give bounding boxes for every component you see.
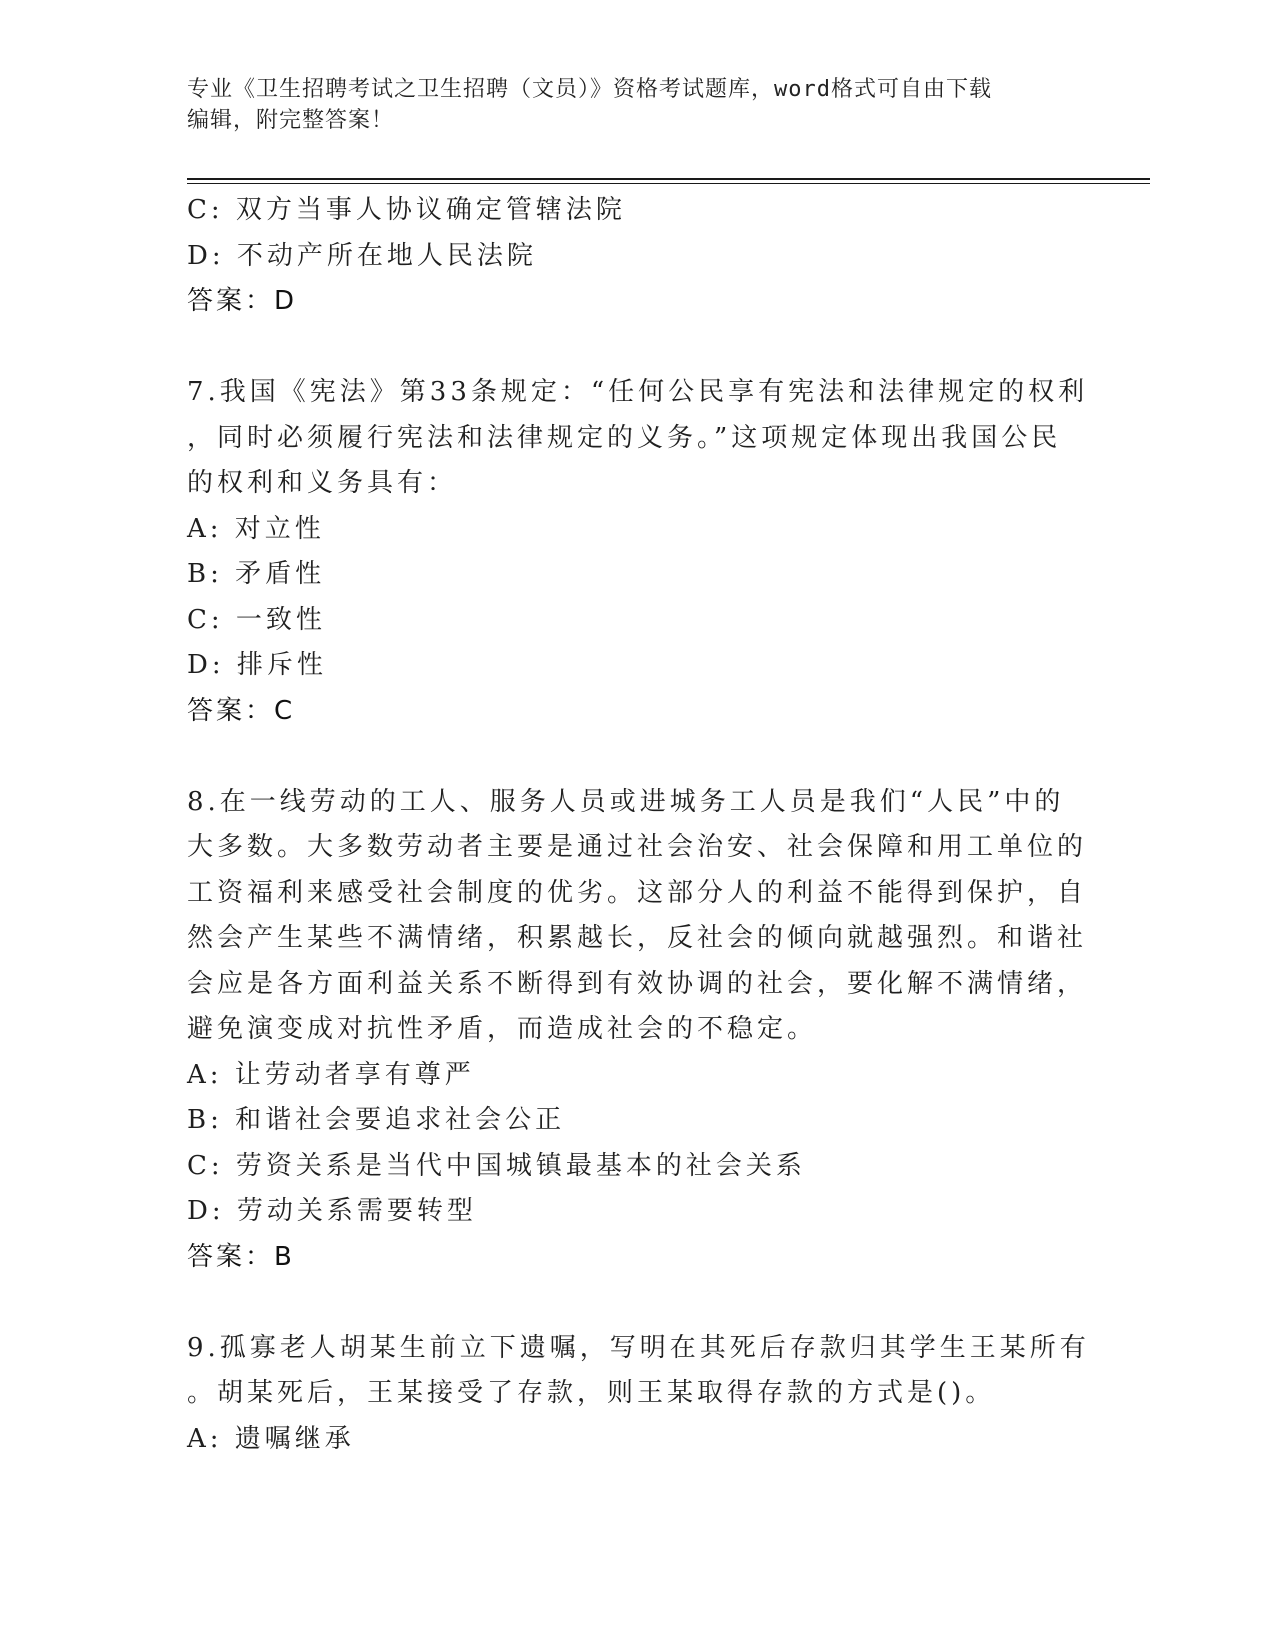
question-line: D: 劳动关系需要转型: [187, 1196, 477, 1226]
answer-line: 答案：D: [187, 286, 298, 316]
block-spacer: [187, 325, 1067, 371]
header-line-2: 编辑，附完整答案！: [187, 108, 395, 133]
question-list: [187, 188, 1090, 1462]
question-line: 工资福利来感受社会制度的优劣。这部分人的利益不能得到保护，自: [187, 877, 1088, 908]
question-line: B: 矛盾性: [187, 559, 326, 589]
header-divider-thick: [187, 178, 1150, 180]
question-line: D: 排斥性: [187, 650, 327, 680]
question-line: 的权利和义务具有：: [187, 468, 458, 498]
question-line: 7.我国《宪法》第33条规定：“任何公民享有宪法和法律规定的权利: [187, 377, 1089, 407]
question-line: 然会产生某些不满情绪，积累越长，反社会的倾向就越强烈。和谐社: [187, 923, 1088, 953]
question-block: [187, 188, 1067, 325]
question-block: [187, 370, 1089, 734]
question-line: 9.孤寡老人胡某生前立下遗嘱，写明在其死后存款归其学生王某所有: [187, 1332, 1090, 1363]
question-line: B: 和谐社会要追求社会公正: [187, 1105, 566, 1135]
question-block: [187, 1326, 1090, 1463]
question-line: C: 一致性: [187, 604, 326, 635]
answer-line: 答案：B: [187, 1241, 295, 1272]
block-spacer: [187, 734, 1067, 780]
question-line: A: 让劳动者享有尊严: [187, 1059, 475, 1090]
question-line: C: 劳资关系是当代中国城镇最基本的社会关系: [187, 1150, 806, 1181]
question-line: C: 双方当事人协议确定管辖法院: [187, 195, 626, 225]
question-line: 大多数。大多数劳动者主要是通过社会治安、社会保障和用工单位的: [187, 832, 1088, 862]
header-divider-thin: [187, 183, 1150, 184]
question-line: A: 遗嘱继承: [187, 1423, 355, 1454]
question-line: 。胡某死后，王某接受了存款，则王某取得存款的方式是()。: [187, 1378, 996, 1408]
block-spacer: [187, 1280, 1067, 1326]
answer-line: 答案：C: [187, 695, 296, 726]
question-line: 8.在一线劳动的工人、服务人员或进城务工人员是我们“人民”中的: [187, 786, 1065, 817]
header-line-1: 专业《卫生招聘考试之卫生招聘（文员）》资格考试题库，word格式可自由下载: [187, 77, 992, 102]
document-header: [187, 74, 1067, 136]
question-line: A: 对立性: [187, 513, 325, 544]
question-line: 会应是各方面利益关系不断得到有效协调的社会，要化解不满情绪，: [187, 968, 1088, 999]
question-line: D: 不动产所在地人民法院: [187, 240, 537, 271]
question-block: [187, 780, 1088, 1281]
question-line: 避免演变成对抗性矛盾，而造成社会的不稳定。: [187, 1014, 818, 1044]
question-line: ，同时必须履行宪法和法律规定的义务。”这项规定体现出我国公民: [187, 422, 1062, 453]
